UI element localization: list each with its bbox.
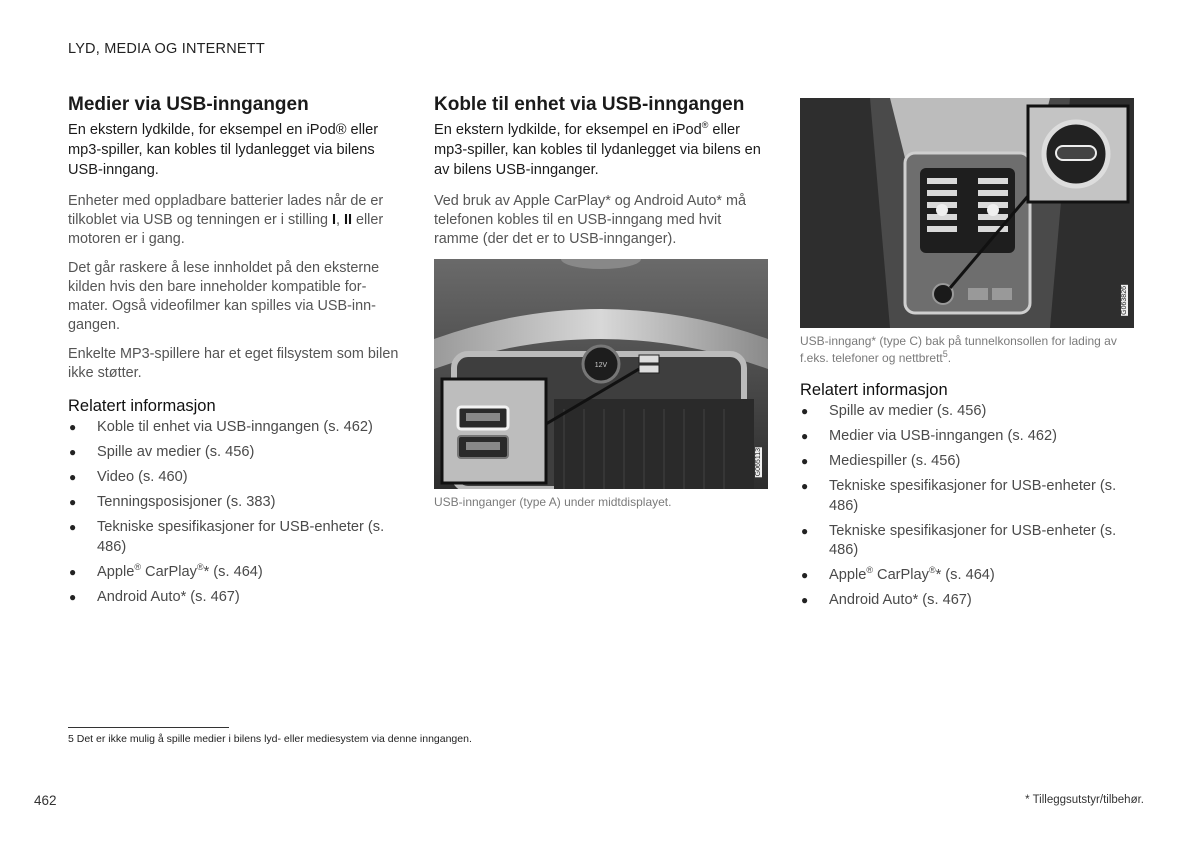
footnote-divider: [68, 727, 229, 728]
related-list: [68, 418, 403, 607]
related-link[interactable]: ● Koble til enhet via USB-inngangen (s. 462): [69, 419, 373, 435]
usb-type-a-image: [434, 259, 768, 489]
related-link[interactable]: ● Spille av medier (s. 456): [69, 444, 255, 460]
related-link[interactable]: ● Video (s. 460): [69, 469, 188, 485]
lead-paragraph: En ekstern lydkilde, for eksempel en iPod® eller mp3-spiller, kan kobles til lydanlegget via bilens USB-inngang.: [68, 122, 379, 178]
related-link[interactable]: ● Medier via USB-inngangen (s. 462): [801, 428, 1057, 444]
related-link-carplay[interactable]: ● Apple® CarPlay®* (s. 464): [801, 565, 995, 583]
related-link[interactable]: ● Tenningsposisjoner (s. 383): [69, 494, 276, 510]
section-header: LYD, MEDIA OG INTERNETT: [68, 41, 265, 57]
figure-code: G063826: [1121, 286, 1128, 315]
related-link-android[interactable]: ● Android Auto* (s. 467): [69, 588, 240, 605]
usb-type-c-image: [800, 98, 1134, 328]
related-info-heading: Relatert informasjon: [68, 397, 216, 415]
related-link[interactable]: ● Tekniske spesifikasjoner for USB-enheter (s. 486): [801, 522, 1117, 558]
figure-caption: USB-inngang* (type C) bak på tunnelkonsollen for lading av f.eks. telefoner og nettbrett$^5$.: [800, 334, 1117, 365]
section-title: Koble til enhet via USB-inngangen: [434, 94, 745, 115]
related-link-carplay[interactable]: ● Apple® CarPlay®* (s. 464): [69, 561, 263, 580]
related-list: [800, 402, 1135, 611]
related-link[interactable]: ● Tekniske spesifikasjoner for USB-enheter (s. 486): [69, 519, 385, 555]
column-usb-type-c: [800, 98, 1135, 616]
figure-caption: USB-innganger (type A) under midtdisplayet.: [434, 495, 672, 509]
column-media-usb: [68, 94, 403, 613]
page-number: 462: [34, 793, 57, 808]
footnote: 5 Det er ikke mulig å spille medier i bilens lyd- eller mediesystem via denne inngangen.: [68, 733, 472, 745]
paragraph-charging: Enheter med oppladbare batterier lades når de er tilkoblet via USB og tenningen er i stilling I, II eller motoren er i gang.: [68, 193, 384, 247]
figure-code: G065113: [755, 447, 762, 476]
accessory-note: * Tilleggsutstyr/tilbehør.: [1025, 794, 1144, 806]
related-link[interactable]: ● Spille av medier (s. 456): [801, 403, 987, 419]
related-link[interactable]: ● Mediespiller (s. 456): [801, 453, 961, 469]
rear-console-illustration: [800, 98, 1134, 328]
paragraph-carplay: Ved bruk av Apple CarPlay* og Android Auto* må telefonen kobles til en USB-inngang med hvit ramme (der det er to USB-innganger).: [434, 193, 746, 247]
column-connect-usb: [434, 94, 769, 511]
lead-paragraph: En ekstern lydkilde, for eksempel en iPod® eller mp3-spiller, kan kobles til lydanlegget via bilens en av bilens USB-innganger.: [434, 120, 761, 178]
paragraph-filesystem: Enkelte MP3-spillere har et eget filsystem som bilen ikke støtter.: [68, 346, 399, 381]
paragraph-formats: Det går raskere å lese innholdet på den eksterne kilden hvis den bare inneholder kompatible for-mater. Også videofilmer kan spilles via USB-inn-gangen.: [68, 260, 380, 333]
related-link[interactable]: ● Tekniske spesifikasjoner for USB-enheter (s. 486): [801, 478, 1117, 514]
console-illustration: [434, 259, 768, 489]
related-info-heading: Relatert informasjon: [800, 381, 948, 399]
related-link-android[interactable]: ● Android Auto* (s. 467): [801, 592, 972, 608]
section-title: Medier via USB-inngangen: [68, 94, 309, 115]
svg-text:12V: 12V: [594, 362, 608, 369]
